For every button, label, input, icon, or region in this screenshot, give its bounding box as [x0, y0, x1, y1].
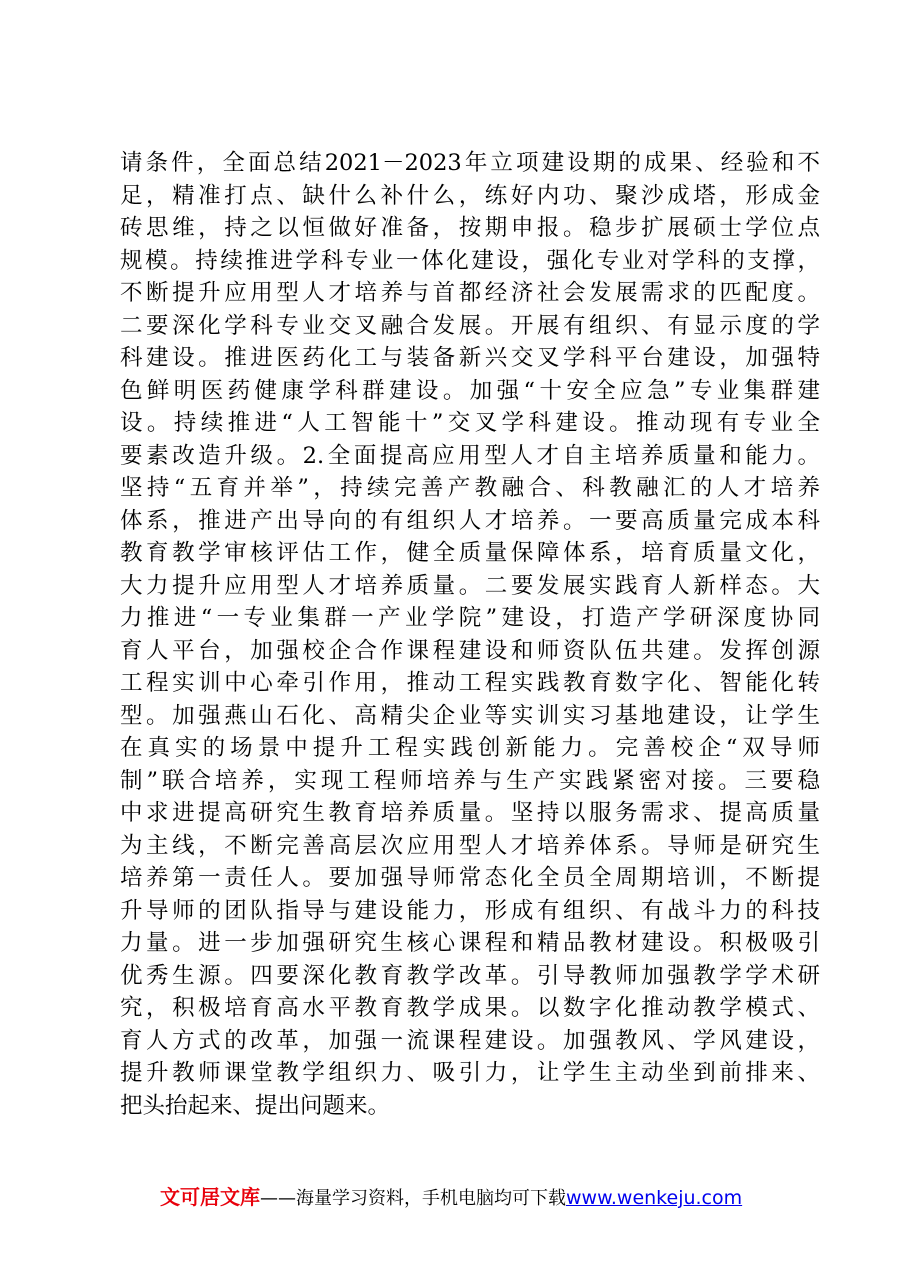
body-line: 请条件，全面总结2021－2023年立项建设期的成果、经验和不	[120, 150, 820, 176]
body-line: 色鲜明医药健康学科群建设。加强“十安全应急”专业集群建	[120, 377, 820, 404]
body-line: 设。持续推进“人工智能十”交叉学科建设。推动现有专业全	[120, 410, 820, 436]
body-line: 培养第一责任人。要加强导师常态化全员全周期培训，不断提	[120, 865, 820, 891]
body-line: 坚持“五育并举”，持续完善产教融合、科教融汇的人才培养	[120, 475, 820, 501]
body-line: 升导师的团队指导与建设能力，形成有组织、有战斗力的科技	[120, 897, 820, 924]
body-line: 教育教学审核评估工作，健全质量保障体系，培育质量文化，	[120, 540, 820, 566]
body-line: 优秀生源。四要深化教育教学改革。引导教师加强教学学术研	[120, 962, 820, 989]
body-line: 不断提升应用型人才培养与首都经济社会发展需求的匹配度。	[120, 280, 820, 306]
body-line: 体系，推进产出导向的有组织人才培养。一要高质量完成本科	[120, 507, 820, 534]
body-line: 大力提升应用型人才培养质量。二要发展实践育人新样态。大	[120, 572, 820, 599]
document-body	[120, 147, 820, 1122]
body-line: 砖思维，持之以恒做好准备，按期申报。稳步扩展硕士学位点	[120, 215, 820, 241]
body-line: 足，精准打点、缺什么补什么，练好内功、聚沙成塔，形成金	[120, 182, 820, 209]
footer-slogan: 海量学习资料，手机电脑均可下载	[296, 1188, 566, 1209]
body-line: 把头抬起来、提出问题来。	[120, 1092, 391, 1119]
body-line: 科建设。推进医药化工与装备新兴交叉学科平台建设，加强特	[120, 345, 820, 371]
footer-banner	[160, 1185, 800, 1211]
body-line: 要素改造升级。2.全面提高应用型人才自主培养质量和能力。	[120, 442, 820, 469]
body-line: 为主线，不断完善高层次应用型人才培养体系。导师是研究生	[120, 832, 820, 859]
body-line: 育人平台，加强校企合作课程建设和师资队伍共建。发挥创源	[120, 637, 820, 664]
body-line: 提升教师课堂教学组织力、吸引力，让学生主动坐到前排来、	[120, 1060, 820, 1086]
body-line: 育人方式的改革，加强一流课程建设。加强教风、学风建设，	[120, 1027, 820, 1054]
body-line: 规模。持续推进学科专业一体化建设，强化专业对学科的支撑，	[120, 247, 820, 274]
body-line: 制”联合培养，实现工程师培养与生产实践紧密对接。三要稳	[120, 767, 820, 794]
body-line: 力推进“一专业集群一产业学院”建设，打造产学研深度协同	[120, 605, 820, 631]
body-line: 在真实的场景中提升工程实践创新能力。完善校企“双导师	[120, 735, 820, 761]
body-line: 二要深化学科专业交叉融合发展。开展有组织、有显示度的学	[120, 312, 820, 339]
body-line: 型。加强燕山石化、高精尖企业等实训实习基地建设，让学生	[120, 702, 820, 729]
website-link[interactable]: www.wenkeju.com	[566, 1187, 743, 1209]
body-line: 力量。进一步加强研究生核心课程和精品教材建设。积极吸引	[120, 930, 820, 956]
brand-name: 文可居文库	[160, 1185, 260, 1209]
footer-dash: ——	[260, 1188, 296, 1209]
body-line: 中求进提高研究生教育培养质量。坚持以服务需求、提高质量	[120, 800, 820, 826]
body-line: 工程实训中心牵引作用，推动工程实践教育数字化、智能化转	[120, 670, 820, 696]
body-line: 究，积极培育高水平教育教学成果。以数字化推动教学模式、	[120, 995, 820, 1021]
